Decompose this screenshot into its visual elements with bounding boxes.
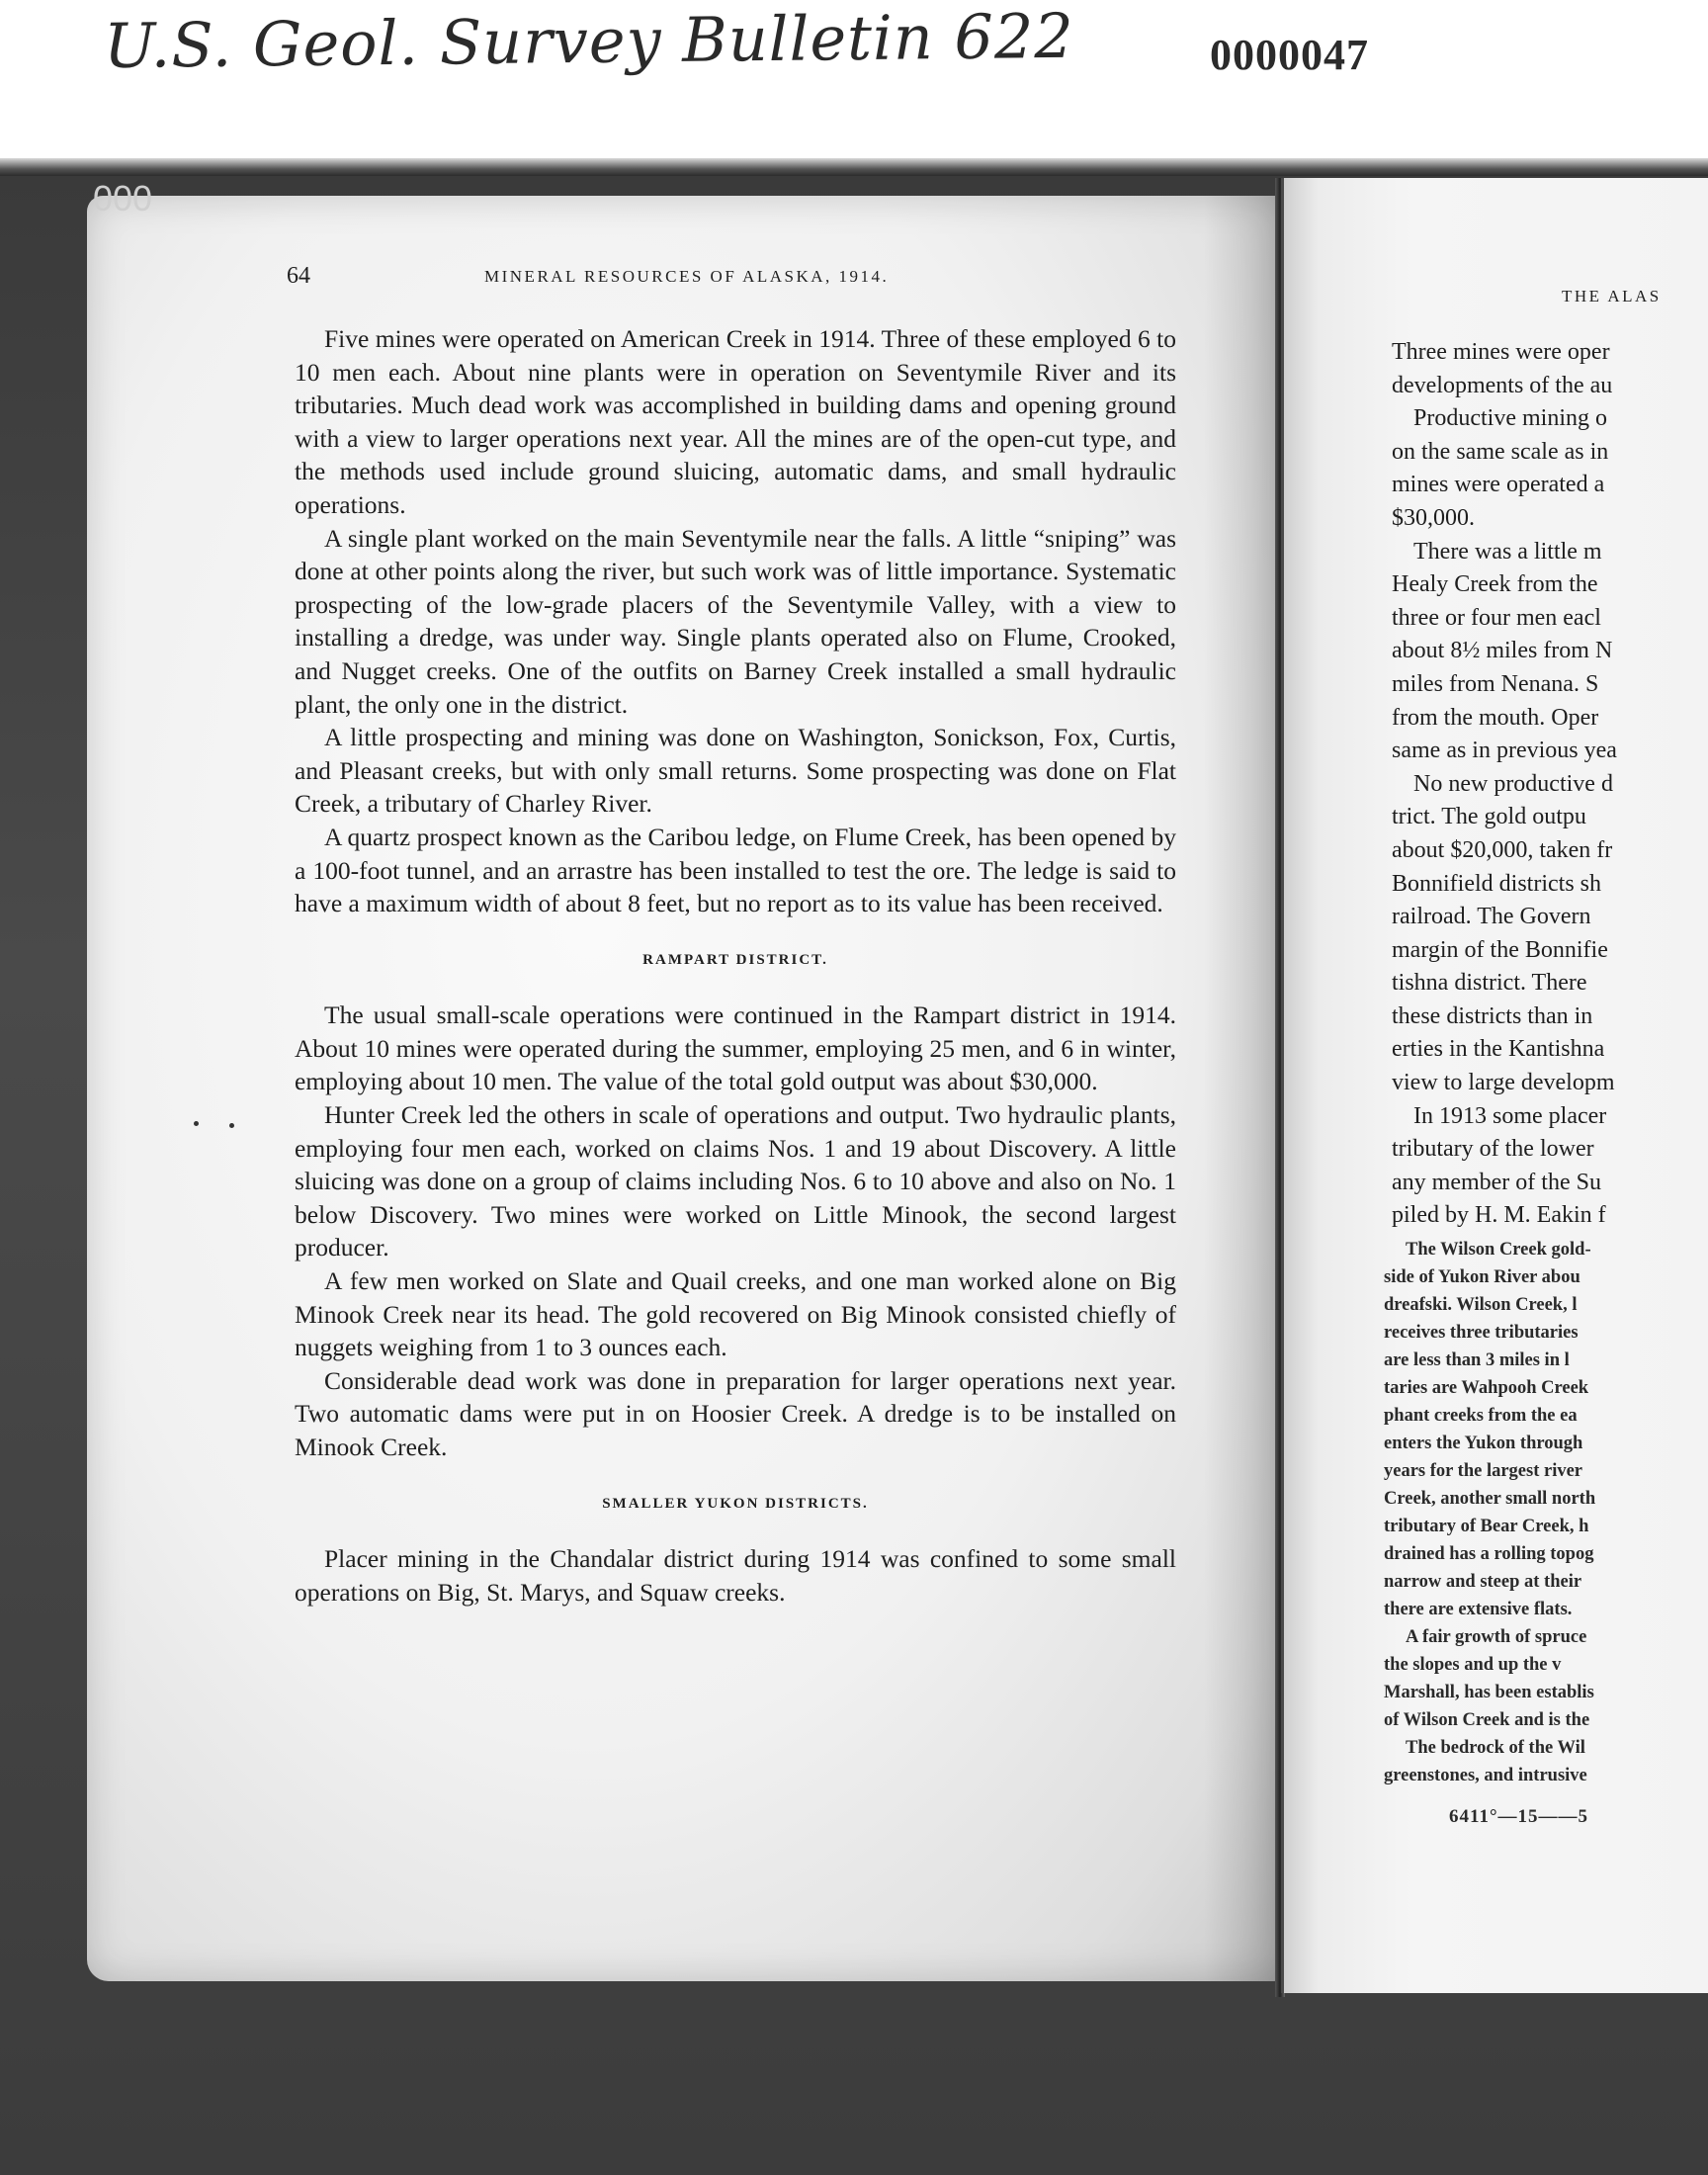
text-line: years for the largest river (1384, 1461, 1583, 1481)
margin-speck (229, 1123, 234, 1128)
text-line: In 1913 some placer (1413, 1102, 1607, 1129)
text-line: There was a little m (1413, 538, 1602, 565)
paragraph: A little prospecting and mining was done on Washington, Sonickson, Fox, Curtis, and Pleasant creeks, but with only small returns. Some prospecting was done on Flat Creek, a tributary of Charley River. (295, 723, 1176, 819)
text-line: the slopes and up the v (1384, 1655, 1562, 1675)
text-line: narrow and steep at their (1384, 1572, 1582, 1592)
text-line: receives three tributaries (1384, 1323, 1579, 1343)
text-line: mines were operated a (1392, 472, 1605, 498)
text-line: side of Yukon River abou (1384, 1267, 1580, 1287)
text-line: about $20,000, taken fr (1392, 836, 1613, 863)
signature-line: 6411°—15——5 (1449, 1806, 1589, 1827)
text-line: view to large developm (1392, 1070, 1615, 1096)
text-line: these districts than in (1392, 1002, 1593, 1029)
text-line: are less than 3 miles in l (1384, 1350, 1570, 1370)
text-line: margin of the Bonnifie (1392, 936, 1608, 963)
text-line: phant creeks from the ea (1384, 1406, 1578, 1426)
paragraph: Considerable dead work was done in preparation for larger operations next year. Two automatic dams were put in on Hoosier Creek. A dredge is to be installed on Minook Creek. (295, 1365, 1176, 1461)
text-line: tributary of Bear Creek, h (1384, 1517, 1589, 1536)
text-line: Three mines were oper (1392, 339, 1610, 365)
section-heading-rampart: RAMPART DISTRICT. (642, 951, 828, 968)
text-line: of Wilson Creek and is the (1384, 1710, 1590, 1730)
text-line: Creek, another small north (1384, 1489, 1596, 1509)
text-line: developments of the au (1392, 372, 1613, 398)
text-line: miles from Nenana. S (1392, 670, 1599, 697)
text-line: enters the Yukon through (1384, 1434, 1583, 1453)
scan-top-edge (0, 158, 1708, 176)
text-line: $30,000. (1392, 504, 1475, 531)
document-number: 0000047 (1210, 31, 1369, 79)
running-title: MINERAL RESOURCES OF ALASKA, 1914. (484, 267, 890, 286)
text-line: tributary of the lower (1392, 1136, 1594, 1163)
paragraph: Five mines were operated on American Creek in 1914. Three of these employed 6 to 10 men each. About nine plants were in operation on Seventymile River and its tributaries. Much dead work was accomplished in building dams and opening ground with a view to larger operations next year. All the mines are of the open-cut type, and the methods used include ground sluicing, automatic dams, and small hydraulic operations. (295, 324, 1176, 519)
section-heading-smaller-yukon: SMALLER YUKON DISTRICTS. (602, 1495, 869, 1512)
text-line: on the same scale as in (1392, 438, 1609, 465)
right-small-text (1384, 1236, 1708, 1789)
text-line: taries are Wahpooh Creek (1384, 1378, 1589, 1398)
text-line: about 8½ miles from N (1392, 638, 1613, 664)
margin-speck (194, 1121, 199, 1126)
corner-mark: 000 (93, 178, 153, 218)
text-line: greenstones, and intrusive (1384, 1766, 1587, 1785)
paragraph: A single plant worked on the main Seventymile near the falls. A little “sniping” was done at other points along the river, but such work was of little importance. Systematic prospecting of the low-grade placers of the Seventymile Valley, with a view to installing a dredge, was under way. Single plants operated also on Flume, Crooked, and Nugget creeks. One of the outfits on Barney Creek installed a small hydraulic plant, the only one in the district. (295, 523, 1176, 719)
text-line: trict. The gold outpu (1392, 804, 1586, 830)
text-line: Bonnifield districts sh (1392, 870, 1601, 897)
paragraph: Hunter Creek led the others in scale of operations and output. Two hydraulic plants, employing four men each, worked on claims Nos. 1 and 19 about Discovery. A little sluicing was done on a group of claims including Nos. 6 to 10 above and also on No. 1 below Discovery. Two mines were worked on Little Minook, the second largest producer. (295, 1100, 1176, 1262)
text-line: there are extensive flats. (1384, 1600, 1573, 1619)
page-number: 64 (287, 263, 310, 289)
right-page-content (1374, 267, 1708, 1849)
text-line: Marshall, has been establis (1384, 1683, 1594, 1702)
text-line: No new productive d (1413, 770, 1613, 797)
text-line: three or four men eacl (1392, 604, 1601, 631)
text-line: The bedrock of the Wil (1406, 1738, 1585, 1758)
text-line: The Wilson Creek gold- (1406, 1240, 1591, 1260)
text-line: dreafski. Wilson Creek, l (1384, 1295, 1578, 1315)
text-line: any member of the Su (1392, 1169, 1601, 1195)
text-line: tishna district. There (1392, 970, 1587, 997)
right-running-title: THE ALAS (1562, 287, 1662, 305)
handwritten-title: U.S. Geol. Survey Bulletin 622 (103, 0, 1075, 82)
right-body-text (1392, 336, 1708, 1233)
text-line: piled by H. M. Eakin f (1392, 1202, 1606, 1229)
text-line: same as in previous yea (1392, 738, 1617, 764)
paragraph: A few men worked on Slate and Quail creeks, and one man worked alone on Big Minook Creek near its head. The gold recovered on Big Minook consisted chiefly of nuggets weighing from 1 to 3 ounces each. (295, 1266, 1176, 1362)
paragraph: A quartz prospect known as the Caribou ledge, on Flume Creek, has been opened by a 100-foot tunnel, and an arrastre has been installed to test the ore. The ledge is said to have a maximum width of about 8 feet, but no report as to its value has been received. (295, 822, 1176, 918)
main-text-column (295, 322, 1176, 1609)
paragraph: The usual small-scale operations were continued in the Rampart district in 1914. About 10 mines were operated during the summer, employing 25 men, and 6 in winter, employing about 10 men. The value of the total gold output was about $30,000. (295, 1000, 1176, 1096)
text-line: erties in the Kantishna (1392, 1036, 1605, 1063)
text-line: Healy Creek from the (1392, 571, 1598, 598)
text-line: Productive mining o (1413, 405, 1607, 432)
text-line: A fair growth of spruce (1406, 1627, 1587, 1647)
text-line: from the mouth. Oper (1392, 704, 1599, 731)
text-line: drained has a rolling topog (1384, 1544, 1594, 1564)
text-line: railroad. The Govern (1392, 904, 1591, 930)
paragraph: Placer mining in the Chandalar district during 1914 was confined to some small operations on Big, St. Marys, and Squaw creeks. (295, 1544, 1176, 1607)
